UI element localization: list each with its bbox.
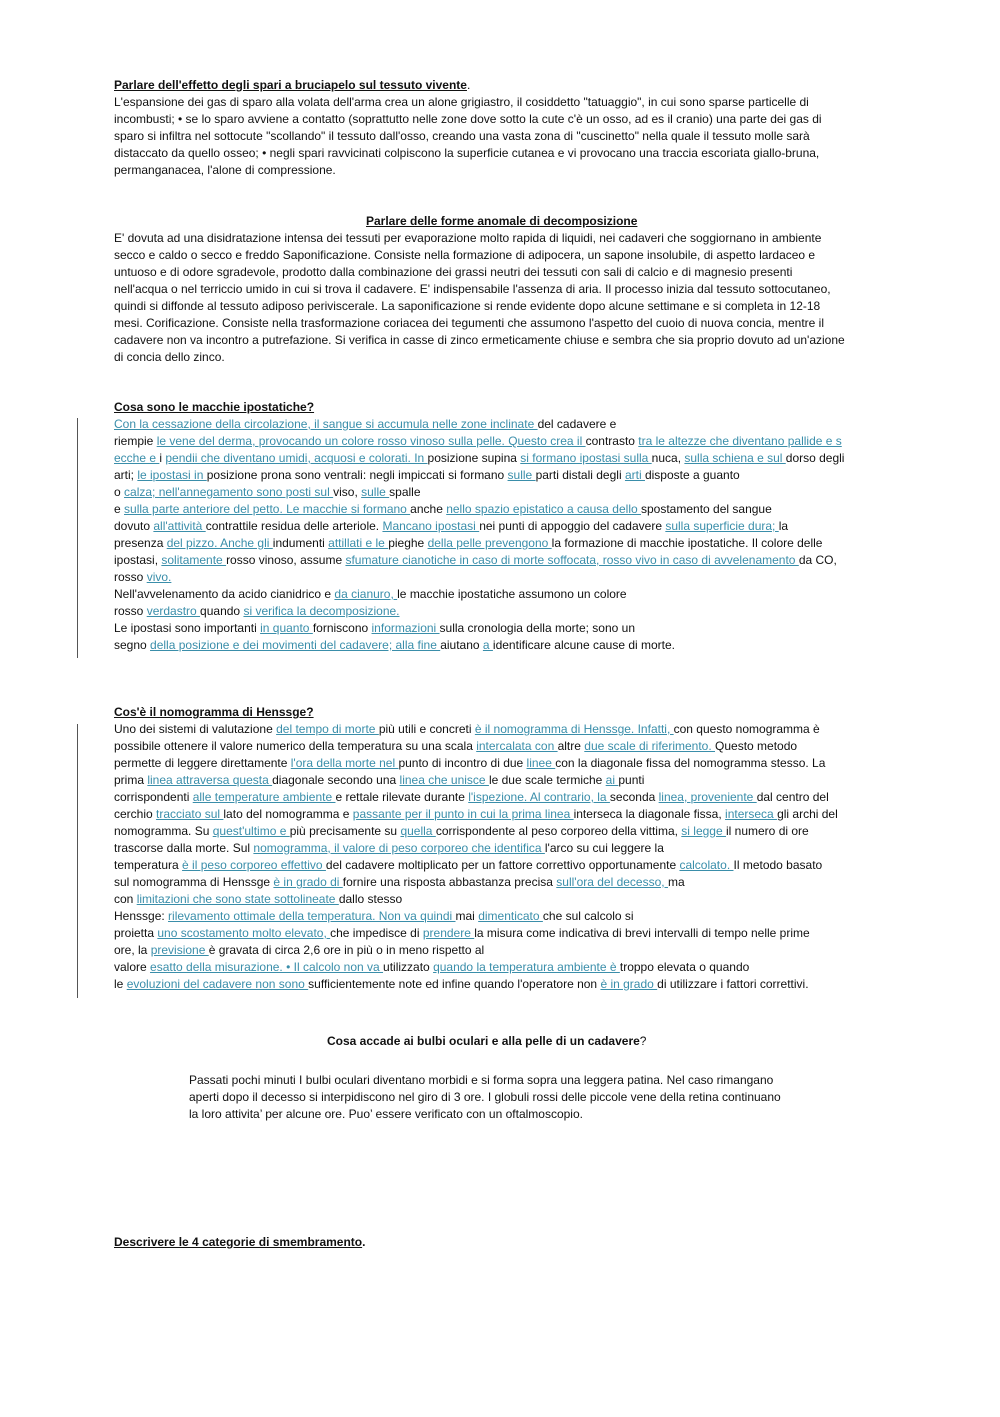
paragraph-line bbox=[114, 755, 825, 772]
text-span: Le ipostasi sono importanti bbox=[114, 621, 261, 635]
inline-link[interactable]: le vene del derma, provocando un colore rosso vinoso sulla pelle. Questo crea il bbox=[156, 434, 586, 448]
inline-link[interactable]: sulle bbox=[507, 468, 536, 482]
inline-link[interactable]: arti bbox=[624, 468, 645, 482]
inline-link[interactable]: solitamente bbox=[161, 553, 227, 567]
text-span: la bbox=[778, 519, 789, 533]
text-span: dallo stesso bbox=[338, 892, 403, 906]
text-span: contrattile residua delle arteriole. bbox=[205, 519, 383, 533]
text-span: le bbox=[114, 977, 127, 991]
inline-link[interactable]: ecche e bbox=[114, 451, 160, 465]
inline-link[interactable]: sulla schiena e sul bbox=[684, 451, 786, 465]
inline-link[interactable]: si formano ipostasi sulla bbox=[520, 451, 652, 465]
inline-link[interactable]: a bbox=[482, 638, 493, 652]
text-span: e bbox=[114, 502, 125, 516]
text-span: con bbox=[114, 892, 137, 906]
text-span: anche bbox=[410, 502, 447, 516]
text-span: le macchie ipostatiche assumono un colore bbox=[397, 587, 627, 601]
inline-link[interactable]: verdastro bbox=[146, 604, 201, 618]
text-span: sulla cronologia della morte; sono un bbox=[439, 621, 635, 635]
inline-link[interactable]: calcolato. bbox=[679, 858, 734, 872]
inline-link[interactable]: quando la temperatura ambiente è bbox=[433, 960, 620, 974]
text-span: posizione supina bbox=[427, 451, 521, 465]
text-span: temperatura bbox=[114, 858, 183, 872]
paragraph-line bbox=[114, 908, 634, 925]
paragraph-line bbox=[114, 586, 627, 603]
text-span: ipostasi, bbox=[114, 553, 162, 567]
revision-bar bbox=[77, 724, 78, 998]
text-span: indumenti bbox=[272, 536, 329, 550]
inline-link[interactable]: linee bbox=[526, 756, 556, 770]
inline-link[interactable]: esatto della misurazione. • Il calcolo non va bbox=[150, 960, 384, 974]
inline-link[interactable]: Con la cessazione della circolazione, il sangue si accumula nelle zone inclinate bbox=[114, 417, 538, 431]
text-span: corrispondenti bbox=[114, 790, 193, 804]
text-span: segno bbox=[114, 638, 151, 652]
inline-link[interactable]: ai bbox=[605, 773, 619, 787]
paragraph-line bbox=[114, 806, 838, 823]
inline-link[interactable]: si legge bbox=[681, 824, 726, 838]
paragraph-line bbox=[114, 518, 788, 535]
text-span: e rettale rilevate durante bbox=[335, 790, 469, 804]
section-heading bbox=[114, 399, 314, 416]
inline-link[interactable]: dimenticato bbox=[478, 909, 543, 923]
inline-link[interactable]: linea che unisce bbox=[399, 773, 489, 787]
paragraph-line bbox=[114, 535, 822, 552]
inline-link[interactable]: è in grado bbox=[600, 977, 658, 991]
paragraph-line bbox=[114, 569, 171, 586]
inline-link[interactable]: è in grado di bbox=[273, 875, 343, 889]
text-span: forniscono bbox=[312, 621, 372, 635]
paragraph-line bbox=[114, 484, 421, 501]
inline-link[interactable]: passante per il punto in cui la prima linea bbox=[352, 807, 574, 821]
text-span: permette di leggere direttamente bbox=[114, 756, 291, 770]
paragraph-line bbox=[114, 637, 675, 654]
paragraph-line: incombusti; • se lo sparo avviene a contatto (soprattutto nelle zone dove sotto la cute c'è un osso, ad es il cranio) una parte dei gas di bbox=[114, 112, 822, 126]
paragraph-line: secco e caldo o secco e freddo Saponificazione. Consiste nella formazione di adipocera, un sapone insolubile, di aspetto lardaceo e bbox=[114, 248, 816, 262]
text-span: i bbox=[159, 451, 166, 465]
text-span: più precisamente su bbox=[289, 824, 401, 838]
inline-link[interactable]: evoluzioni del cadavere non sono bbox=[126, 977, 309, 991]
inline-link[interactable]: limitazioni che sono state sottolineate bbox=[136, 892, 339, 906]
inline-link[interactable]: della posizione e dei movimenti del cadavere; alla fine bbox=[150, 638, 441, 652]
paragraph-line bbox=[114, 738, 797, 755]
heading-text: Descrivere le 4 categorie di smembramento bbox=[114, 1235, 363, 1249]
paragraph-line: untuoso e di odore sgradevole, prodotto dalla combinazione dei grassi neutri dei tessuti con sali di calcio e di magnesio presenti bbox=[114, 265, 793, 279]
text-span: nei punti di appoggio del cadavere bbox=[479, 519, 666, 533]
inline-link[interactable]: è il nomogramma di Henssge. Infatti, bbox=[474, 722, 674, 736]
text-span: nuca, bbox=[651, 451, 685, 465]
inline-link[interactable]: del tempo di morte bbox=[276, 722, 379, 736]
text-span: l'arco su cui leggere la bbox=[544, 841, 664, 855]
heading-text: Cos'è il nomogramma di Henssge? bbox=[114, 705, 314, 719]
text-span: la misura come indicativa di brevi intervalli di tempo nelle prime bbox=[474, 926, 810, 940]
text-span: dovuto bbox=[114, 519, 154, 533]
inline-link[interactable]: nomogramma, il valore di peso corporeo che identifica bbox=[253, 841, 545, 855]
heading-text: Parlare delle forme anomale di decomposizione bbox=[366, 214, 638, 228]
paragraph-line: quindi si diffonde al tessuto adiposo periviscerale. La saponificazione si rende evidente dopo alcune settimane e si completa in 12-18 bbox=[114, 299, 821, 313]
heading-punct: ? bbox=[639, 1034, 647, 1048]
inline-link[interactable]: l'ora della morte nel bbox=[290, 756, 399, 770]
paragraph-line: aperti dopo il decesso si interpidiscono nel giro di 3 ore. I globuli rossi delle piccole vene della retina continuano bbox=[189, 1090, 781, 1104]
text-span: presenza bbox=[114, 536, 167, 550]
paragraph-line: mesi. Corificazione. Consiste nella trasformazione coriacea dei tegumenti che assumono l'aspetto del cuoio di nuova concia, mentre il bbox=[114, 316, 824, 330]
text-span: quando bbox=[200, 604, 244, 618]
text-span: di utilizzare i fattori correttivi. bbox=[657, 977, 809, 991]
text-span: più utili e concreti bbox=[378, 722, 475, 736]
inline-link[interactable]: l'ispezione. Al contrario, la bbox=[468, 790, 610, 804]
text-span: seconda bbox=[609, 790, 659, 804]
text-span: diagonale secondo una bbox=[272, 773, 400, 787]
paragraph-line bbox=[114, 620, 635, 637]
text-span: con la diagonale fissa del nomogramma stesso. La bbox=[555, 756, 826, 770]
paragraph-line: permanganacea, l'alone di compressione. bbox=[114, 163, 336, 177]
text-span: dal centro del bbox=[756, 790, 829, 804]
inline-link[interactable]: calza; nell'annegamento sono posti sul bbox=[124, 485, 334, 499]
section-heading bbox=[366, 213, 637, 230]
inline-link[interactable]: uno scostamento molto elevato, bbox=[157, 926, 331, 940]
text-span: del cadavere moltiplicato per un fattore correttivo opportunamente bbox=[325, 858, 680, 872]
paragraph-line bbox=[114, 721, 820, 738]
paragraph-line bbox=[114, 450, 844, 467]
text-span: è gravata di circa 2,6 ore in più o in meno rispetto al bbox=[208, 943, 485, 957]
text-span: rosso bbox=[114, 570, 147, 584]
text-span: spalle bbox=[389, 485, 421, 499]
paragraph-line: L'espansione dei gas di sparo alla volata dell'arma crea un alone grigiastro, il cosiddetto "tatuaggio", in cui sono sparse particelle di bbox=[114, 95, 809, 109]
text-span: possibile ottenere il valore numerico della temperatura su una scala bbox=[114, 739, 477, 753]
text-span: punto di incontro di due bbox=[398, 756, 527, 770]
inline-link[interactable]: quest'ultimo e bbox=[212, 824, 290, 838]
text-span: il numero di ore bbox=[726, 824, 809, 838]
paragraph-line: di concia dello zinco. bbox=[114, 350, 225, 364]
paragraph-line: distaccato da quello osseo; • negli spari ravvicinati colpiscono la superficie cutanea e vi provocano una traccia escoriata giallo-bruna, bbox=[114, 146, 820, 160]
text-span: utilizzato bbox=[383, 960, 434, 974]
text-span: gli archi del bbox=[777, 807, 838, 821]
inline-link[interactable]: linea attraversa questa bbox=[147, 773, 273, 787]
text-span: pieghe bbox=[388, 536, 428, 550]
text-span: Uno dei sistemi di valutazione bbox=[114, 722, 277, 736]
text-span: cerchio bbox=[114, 807, 157, 821]
text-span: troppo elevata o quando bbox=[619, 960, 750, 974]
heading-text: Cosa accade ai bulbi oculari e alla pelle di un cadavere bbox=[327, 1034, 640, 1048]
paragraph-line bbox=[114, 840, 664, 857]
text-span: contrasto bbox=[585, 434, 639, 448]
section-heading bbox=[114, 77, 470, 94]
inline-link[interactable]: si verifica la decomposizione. bbox=[243, 604, 400, 618]
inline-link[interactable]: Mancano ipostasi bbox=[382, 519, 480, 533]
text-span: nomogramma. Su bbox=[114, 824, 213, 838]
paragraph-line bbox=[114, 857, 822, 874]
text-span: parti distali degli bbox=[535, 468, 625, 482]
paragraph-line: sparo si infiltra nel sottocute "scollando" il tessuto dall'osso, creando una vasta zona di "cuscinetto" nella quale il tessuto molle sarà bbox=[114, 129, 810, 143]
paragraph-line: E' dovuta ad una disidratazione intensa dei tessuti per evaporazione molto rapida di liquidi, nei cadaveri che soggiornano in ambiente bbox=[114, 231, 822, 245]
paragraph-line: Passati pochi minuti I bulbi oculari diventano morbidi e si forma sopra una leggera patina. Nel caso rimangano bbox=[189, 1073, 774, 1087]
inline-link[interactable]: linea, proveniente bbox=[658, 790, 757, 804]
text-span: arti; bbox=[114, 468, 138, 482]
inline-link[interactable]: tra le altezze che diventano pallide e s bbox=[638, 434, 842, 448]
heading-text: Cosa sono le macchie ipostatiche? bbox=[114, 400, 315, 414]
paragraph-line bbox=[114, 789, 829, 806]
paragraph-line: la loro attivita’ per alcune ore. Puo’ essere verificato con un oftalmoscopio. bbox=[189, 1107, 583, 1121]
inline-link[interactable]: rilevamento ottimale della temperatura. Non va quindi bbox=[168, 909, 456, 923]
inline-link[interactable]: alle temperature ambiente bbox=[192, 790, 336, 804]
text-span: che sul calcolo si bbox=[542, 909, 634, 923]
text-span: Henssge: bbox=[114, 909, 169, 923]
paragraph-line bbox=[114, 874, 685, 891]
paragraph-line bbox=[114, 823, 809, 840]
inline-link[interactable]: sull'ora del decesso, bbox=[556, 875, 668, 889]
inline-link[interactable]: interseca bbox=[725, 807, 778, 821]
inline-link[interactable]: pendii che diventano umidi, acquosi e colorati. In bbox=[165, 451, 428, 465]
section-heading bbox=[114, 704, 314, 721]
text-span: dorso degli bbox=[785, 451, 845, 465]
paragraph-line bbox=[114, 416, 616, 433]
text-span: ma bbox=[667, 875, 685, 889]
text-span: lato del nomogramma e bbox=[223, 807, 353, 821]
inline-link[interactable]: le ipostasi in bbox=[137, 468, 207, 482]
heading-punct: . bbox=[466, 78, 471, 92]
inline-link[interactable]: all'attività bbox=[153, 519, 206, 533]
text-span: corrispondente al peso corporeo della vittima, bbox=[435, 824, 682, 838]
text-span: Nell'avvelenamento da acido cianidrico e bbox=[114, 587, 335, 601]
inline-link[interactable]: in quanto bbox=[260, 621, 313, 635]
paragraph-line bbox=[114, 501, 772, 518]
paragraph-line bbox=[114, 925, 810, 942]
text-span: altre bbox=[557, 739, 585, 753]
inline-link[interactable]: sulla superficie dura; bbox=[665, 519, 779, 533]
section-heading bbox=[114, 1234, 365, 1251]
text-span: posizione prona sono ventrali: negli impiccati si formano bbox=[206, 468, 508, 482]
inline-link[interactable]: della pelle prevengono bbox=[427, 536, 552, 550]
text-span: o bbox=[114, 485, 125, 499]
paragraph-line bbox=[114, 433, 842, 450]
inline-link[interactable]: del pizzo. Anche gli bbox=[166, 536, 273, 550]
text-span: da CO, bbox=[798, 553, 837, 567]
text-span: mai bbox=[455, 909, 479, 923]
inline-link[interactable]: quella bbox=[400, 824, 436, 838]
text-span: le due scale termiche bbox=[488, 773, 606, 787]
paragraph-line bbox=[114, 772, 644, 789]
inline-link[interactable]: sulle bbox=[361, 485, 390, 499]
text-span: proietta bbox=[114, 926, 158, 940]
text-span: sul nomogramma di Henssge bbox=[114, 875, 274, 889]
paragraph-line bbox=[114, 942, 484, 959]
text-span: aiutano bbox=[440, 638, 483, 652]
paragraph-line: cadavere non va incontro a putrefazione. Si verifica in casse di zinco ermeticamente chiuse e sembra che sia proprio dovuto ad un'azione bbox=[114, 333, 845, 347]
text-span: viso, bbox=[333, 485, 362, 499]
text-span: rosso vinoso, assume bbox=[226, 553, 346, 567]
text-span: la formazione di macchie ipostatiche. Il colore delle bbox=[551, 536, 823, 550]
text-span: fornire una risposta abbastanza precisa bbox=[342, 875, 557, 889]
paragraph-line: nell'acqua o nel terriccio umido in cui si trova il cadavere. E' indispensabile l'assenza di aria. Il processo inizia dal tessuto sottocutaneo, bbox=[114, 282, 831, 296]
heading-punct: . bbox=[362, 1235, 366, 1249]
text-span: disposte a guanto bbox=[644, 468, 740, 482]
inline-link[interactable]: tracciato sul bbox=[156, 807, 224, 821]
inline-link[interactable]: previsione bbox=[150, 943, 209, 957]
text-span: trascorse dalla morte. Sul bbox=[114, 841, 254, 855]
paragraph-line bbox=[114, 976, 809, 993]
revision-bar bbox=[77, 418, 78, 658]
text-span: ore, la bbox=[114, 943, 151, 957]
inline-link[interactable]: da cianuro, bbox=[334, 587, 398, 601]
text-span: del cadavere e bbox=[537, 417, 617, 431]
inline-link[interactable]: prendere bbox=[422, 926, 475, 940]
paragraph-line bbox=[114, 467, 740, 484]
inline-link[interactable]: vivo. bbox=[146, 570, 172, 584]
paragraph-line bbox=[114, 891, 402, 908]
inline-link[interactable]: sfumature cianotiche in caso di morte soffocata, rosso vivo in caso di avvelenamento bbox=[345, 553, 799, 567]
paragraph-line bbox=[114, 959, 749, 976]
text-span: spostamento del sangue bbox=[641, 502, 772, 516]
inline-link[interactable]: attillati e le bbox=[328, 536, 389, 550]
paragraph-line bbox=[114, 552, 837, 569]
inline-link[interactable]: informazioni bbox=[371, 621, 440, 635]
text-span: Il metodo basato bbox=[733, 858, 823, 872]
text-span: rosso bbox=[114, 604, 147, 618]
heading-text: Parlare dell'effetto degli spari a bruciapelo sul tessuto vivente bbox=[114, 78, 467, 92]
inline-link[interactable]: è il peso corporeo effettivo bbox=[182, 858, 326, 872]
text-span: identificare alcune cause di morte. bbox=[492, 638, 676, 652]
text-span: Questo metodo bbox=[715, 739, 798, 753]
text-span: che impedisce di bbox=[330, 926, 423, 940]
text-span: prima bbox=[114, 773, 148, 787]
text-span: con questo nomogramma è bbox=[673, 722, 820, 736]
inline-link[interactable]: due scale di riferimento. bbox=[584, 739, 716, 753]
inline-link[interactable]: nello spazio epistatico a causa dello bbox=[446, 502, 641, 516]
text-span: valore bbox=[114, 960, 151, 974]
inline-link[interactable]: sulla parte anteriore del petto. Le macchie si formano bbox=[124, 502, 411, 516]
paragraph-line bbox=[114, 603, 400, 620]
text-span: riempie bbox=[114, 434, 157, 448]
section-heading bbox=[327, 1033, 646, 1050]
text-span: interseca la diagonale fissa, bbox=[573, 807, 726, 821]
text-span: punti bbox=[618, 773, 645, 787]
inline-link[interactable]: intercalata con bbox=[476, 739, 558, 753]
text-span: sufficientemente note ed infine quando l'operatore non bbox=[308, 977, 601, 991]
